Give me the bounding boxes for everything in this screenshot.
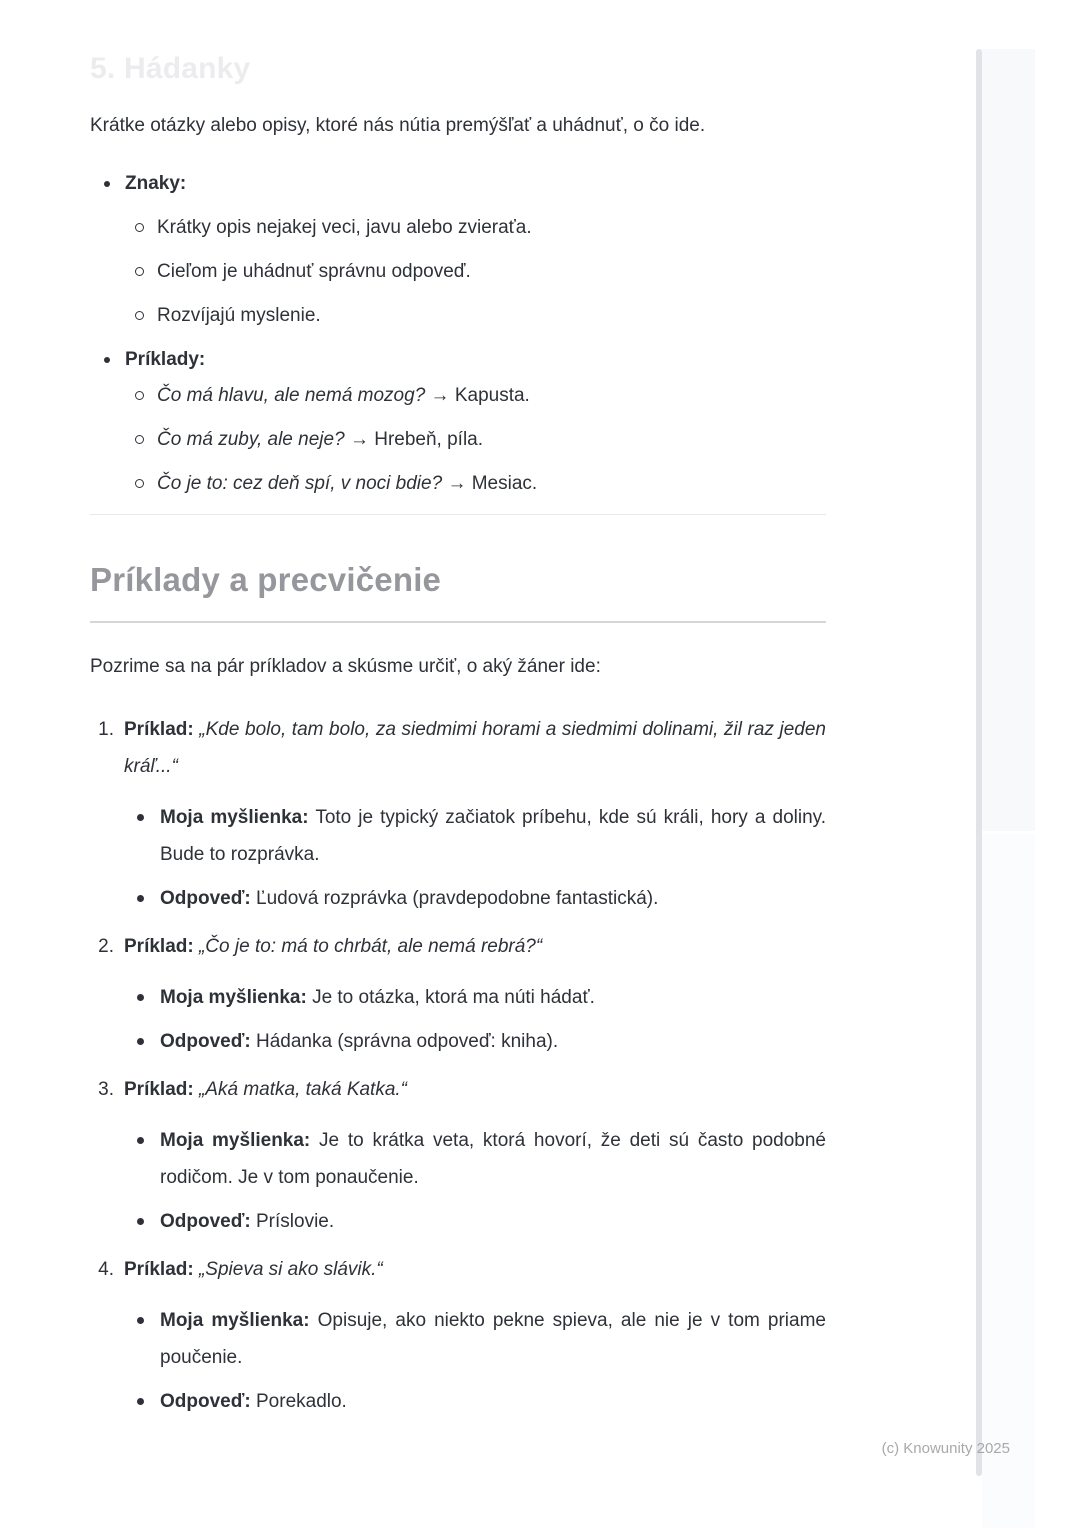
- thought-label: Moja myšlienka:: [160, 987, 307, 1008]
- example-head: [98, 1251, 826, 1288]
- answer-text: Ľudová rozprávka (pravdepodobne fantastická).: [256, 888, 659, 909]
- section-divider: [90, 514, 826, 515]
- arrow-icon: →: [447, 473, 467, 494]
- example-quote: „Spieva si ako slávik.“: [198, 1259, 383, 1280]
- bullet-circle-icon: [135, 223, 144, 232]
- list-item: [125, 258, 826, 286]
- bullet-circle-icon: [135, 479, 144, 488]
- thought-label: Moja myšlienka:: [160, 1130, 311, 1151]
- bullet-disc-icon: [137, 895, 144, 902]
- arrow-icon: →: [349, 429, 369, 450]
- thought-item: [124, 1302, 826, 1376]
- document-content: [90, 0, 826, 1431]
- scrollbar-thumb[interactable]: [976, 49, 982, 1476]
- example-head: [98, 711, 827, 785]
- faded-section-heading: 5. Hádanky: [90, 52, 251, 85]
- riddle-item: [125, 382, 826, 410]
- example-quote: „Aká matka, taká Katka.“: [198, 1079, 408, 1100]
- bullet-disc-icon: [104, 181, 110, 187]
- section2-intro: Pozrime sa na pár príkladov a skúsme určiť, o aký žáner ide:: [90, 656, 601, 677]
- example-sublist: [124, 979, 826, 1060]
- page-preview-rail-top: [982, 49, 1035, 831]
- page-preview-rail-bottom: [982, 834, 1035, 1528]
- bullet-circle-icon: [135, 391, 144, 400]
- thought-text: Je to otázka, ktorá ma núti hádať.: [312, 987, 595, 1008]
- list-item: [125, 302, 826, 330]
- bullet-circle-icon: [135, 435, 144, 444]
- bullet-disc-icon: [137, 814, 144, 821]
- bullet-disc-icon: [137, 1137, 144, 1144]
- thought-item: [124, 979, 826, 1016]
- thought-text: Toto je typický začiatok príbehu, kde sú králi, hory a doliny. Bude to rozprávka.: [160, 807, 827, 865]
- riddle-question: Čo je to: cez deň spí, v noci bdie?: [157, 473, 443, 494]
- arrow-icon: →: [430, 385, 450, 406]
- riddle-answer: Mesiac.: [471, 473, 538, 494]
- section1-intro: Krátke otázky alebo opisy, ktoré nás nútia premýšľať a uhádnuť, o čo ide.: [90, 115, 706, 136]
- bullet-disc-icon: [104, 357, 110, 363]
- section1-list: [90, 170, 826, 498]
- example-head: [98, 928, 826, 965]
- answer-text: Príslovie.: [256, 1211, 335, 1232]
- example-item: [90, 1251, 826, 1420]
- group-label: Znaky:: [125, 173, 187, 194]
- answer-text: Hádanka (správna odpoveď: kniha).: [256, 1031, 559, 1052]
- bullet-disc-icon: [137, 1398, 144, 1405]
- bullet-disc-icon: [137, 1317, 144, 1324]
- page-title: Príklady a precvičenie: [90, 561, 442, 598]
- list-item-text: Rozvíjajú myslenie.: [157, 305, 321, 326]
- thought-label: Moja myšlienka:: [160, 1310, 310, 1331]
- znaky-sublist: [125, 214, 826, 330]
- example-number: 1.: [98, 719, 114, 740]
- bullet-disc-icon: [137, 994, 144, 1001]
- examples-list: [90, 711, 826, 1420]
- example-sublist: [124, 799, 826, 917]
- bullet-circle-icon: [135, 267, 144, 276]
- example-number: 3.: [98, 1079, 114, 1100]
- answer-item: [124, 880, 826, 917]
- answer-text: Porekadlo.: [256, 1391, 347, 1412]
- example-number: 4.: [98, 1259, 114, 1280]
- thought-text: Je to krátka veta, ktorá hovorí, že deti sú často podobné rodičom. Je v tom ponaučenie.: [160, 1130, 826, 1188]
- list-item-znaky: [90, 170, 826, 330]
- answer-item: [124, 1023, 826, 1060]
- answer-label: Odpoveď:: [160, 1391, 251, 1412]
- example-sublist: [124, 1302, 826, 1420]
- list-item-priklady: [90, 346, 826, 498]
- example-number: 2.: [98, 936, 114, 957]
- bullet-disc-icon: [137, 1218, 144, 1225]
- riddle-answer: Kapusta.: [454, 385, 530, 406]
- example-quote: „Kde bolo, tam bolo, za siedmimi horami a siedmimi dolinami, žil raz jeden kráľ...“: [124, 719, 827, 777]
- answer-label: Odpoveď:: [160, 888, 251, 909]
- example-label: Príklad:: [124, 719, 194, 740]
- thought-item: [124, 799, 826, 873]
- thought-text: Opisuje, ako niekto pekne spieva, ale nie je v tom priame poučenie.: [160, 1310, 826, 1368]
- riddle-question: Čo má hlavu, ale nemá mozog?: [157, 385, 426, 406]
- riddles-sublist: [125, 382, 826, 498]
- example-item: [90, 1071, 826, 1240]
- list-item-text: Krátky opis nejakej veci, javu alebo zvieraťa.: [157, 217, 532, 238]
- thought-label: Moja myšlienka:: [160, 807, 309, 828]
- heading-underline: [90, 621, 826, 623]
- copyright-footer: (c) Knowunity 2025: [881, 1440, 1010, 1457]
- example-head: [98, 1071, 826, 1108]
- answer-item: [124, 1203, 826, 1240]
- example-sublist: [124, 1122, 826, 1240]
- list-item-text: Cieľom je uhádnuť správnu odpoveď.: [157, 261, 471, 282]
- group-label: Príklady:: [125, 349, 206, 370]
- example-quote: „Čo je to: má to chrbát, ale nemá rebrá?“: [198, 936, 543, 957]
- example-item: [90, 711, 826, 917]
- list-item: [125, 214, 826, 242]
- riddle-item: [125, 470, 826, 498]
- bullet-disc-icon: [137, 1038, 144, 1045]
- example-label: Príklad:: [124, 1079, 194, 1100]
- thought-item: [124, 1122, 826, 1196]
- example-label: Príklad:: [124, 936, 194, 957]
- example-label: Príklad:: [124, 1259, 194, 1280]
- answer-label: Odpoveď:: [160, 1031, 251, 1052]
- bullet-circle-icon: [135, 311, 144, 320]
- riddle-question: Čo má zuby, ale neje?: [157, 429, 345, 450]
- riddle-answer: Hrebeň, píla.: [374, 429, 484, 450]
- example-item: [90, 928, 826, 1060]
- answer-item: [124, 1383, 826, 1420]
- riddle-item: [125, 426, 826, 454]
- answer-label: Odpoveď:: [160, 1211, 251, 1232]
